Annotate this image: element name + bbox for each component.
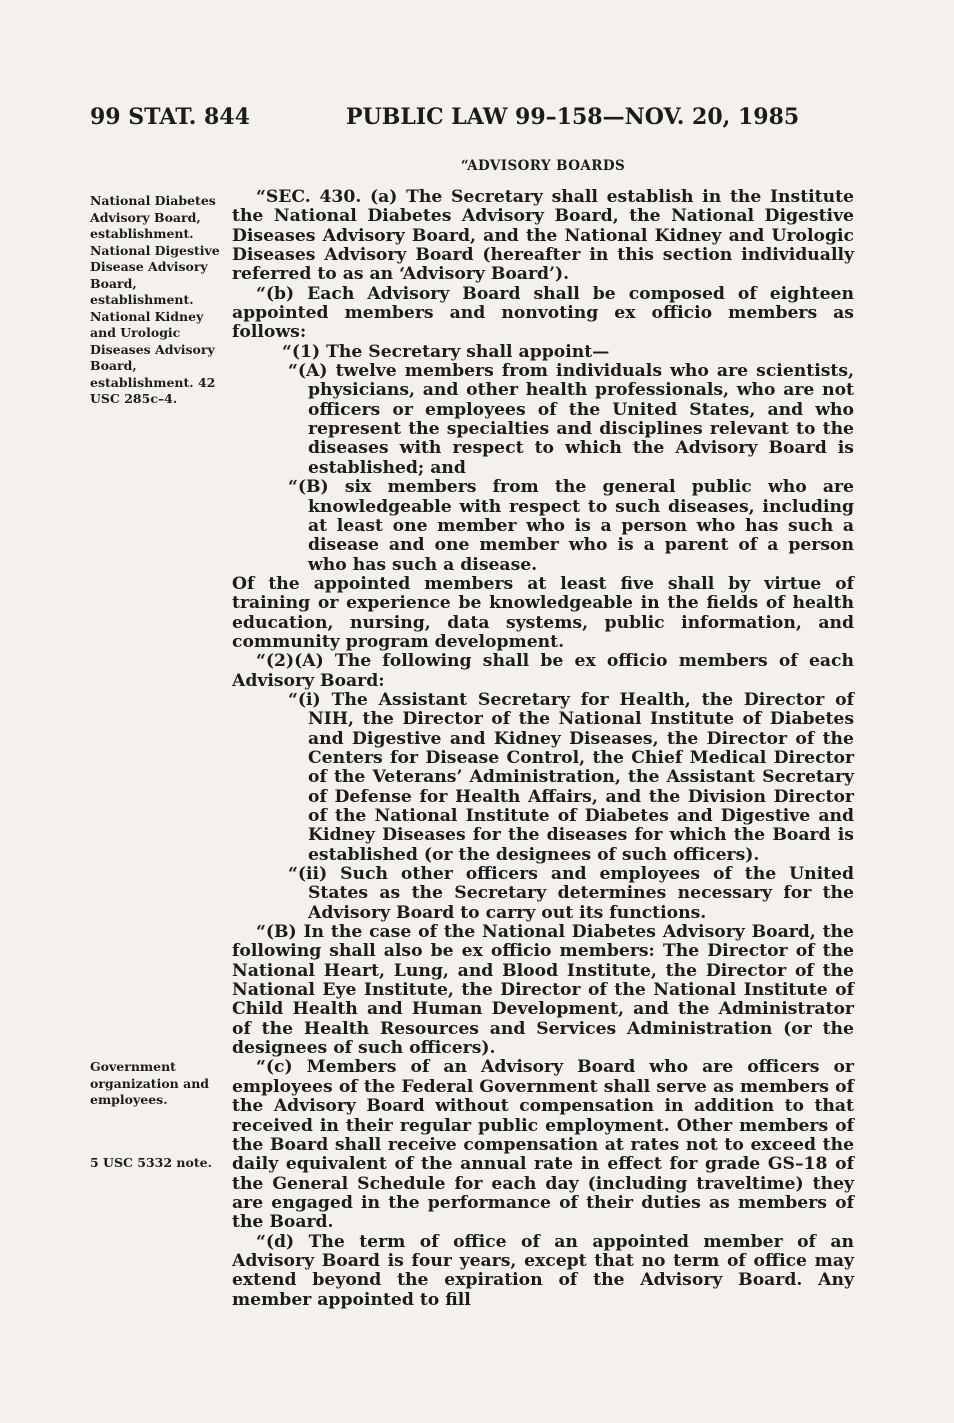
paragraph-b2a: “(2)(A) The following shall be ex officio members of each Advisory Board: <box>232 651 854 691</box>
page-reference: 99 STAT. 844 <box>90 104 250 130</box>
paragraph-d: “(d) The term of office of an appointed member of an Advisory Board is four years, except that no term of office may extend beyond the expiration of the Advisory Board. Any member appointed to fill <box>232 1231 854 1310</box>
paragraph-c: “(c) Members of an Advisory Board who are officers or employees of the Federal Government shall serve as members of the Advisory Board without compensation in addition to that received in their regular public employment. Other members of the Board shall receive compensation at rates not to exceed the daily equivalent of the annual rate in effect for grade GS–18 of the General Schedule for each day (including traveltime) they are engaged in the performance of their duties as members of the Board. <box>232 1057 854 1233</box>
section-heading: “ADVISORY BOARDS <box>460 158 626 174</box>
margin-note-government: Government organization and employees. <box>90 1059 210 1107</box>
paragraph-b2a-ii: “(ii) Such other officers and employees of the United States as the Secretary determines necessary for the Advisory Board to carry out its functions. <box>288 864 854 923</box>
paragraph-appointed-members: Of the appointed members at least five shall by virtue of training or experience be knowledgeable in the fields of health education, nursing, data systems, public information, and community program development. <box>232 573 854 652</box>
margin-note-usc: 5 USC 5332 note. <box>90 1155 212 1170</box>
margin-note-boards: National Diabetes Advisory Board, establishment. National Digestive Disease Advisory Board, establishment. National Kidney and Urologic Diseases Advisory Board, establishment. 42 USC 285c–4. <box>90 193 220 406</box>
paragraph-b: “(b) Each Advisory Board shall be composed of eighteen appointed members and nonvoting ex officio members as follows: <box>232 283 854 343</box>
law-title: PUBLIC LAW 99–158—NOV. 20, 1985 <box>346 104 800 130</box>
paragraph-b1b: “(B) six members from the general public who are knowledgeable with respect to such diseases, including at least one member who is a person who has such a disease and one member who is a parent of a person who has such a disease. <box>288 477 854 575</box>
paragraph-a: “SEC. 430. (a) The Secretary shall establish in the Institute the National Diabetes Advisory Board, the National Digestive Diseases Advisory Board, and the National Kidney and Urologic Diseases Advisory Board (hereafter in this section individually referred to as an ‘Advisory Board’). <box>232 187 854 285</box>
paragraph-b2a-i: “(i) The Assistant Secretary for Health, the Director of NIH, the Director of the National Institute of Diabetes and Digestive and Kidney Diseases, the Director of the Centers for Disease Control, the Chief Medical Director of the Veterans’ Administration, the Assistant Secretary of Defense for Health Affairs, and the Division Director of the National Institute of Diabetes and Digestive and Kidney Diseases for the diseases for which the Board is established (or the designees of such officers). <box>288 689 854 865</box>
paragraph-b2b: “(B) In the case of the National Diabetes Advisory Board, the following shall also be ex officio members: The Director of the National Heart, Lung, and Blood Institute, the Director of the National Eye Institute, the Director of the National Institute of Child Health and Human Development, and the Administrator of the Health Resources and Services Administration (or the designees of such officers). <box>232 922 854 1059</box>
paragraph-b1a: “(A) twelve members from individuals who are scientists, physicians, and other health professionals, who are not officers or employees of the United States, and who represent the specialties and disciplines relevant to the diseases with respect to which the Advisory Board is established; and <box>288 361 854 478</box>
section-body <box>232 188 854 1310</box>
paragraph-b1: “(1) The Secretary shall appoint— <box>282 341 610 362</box>
